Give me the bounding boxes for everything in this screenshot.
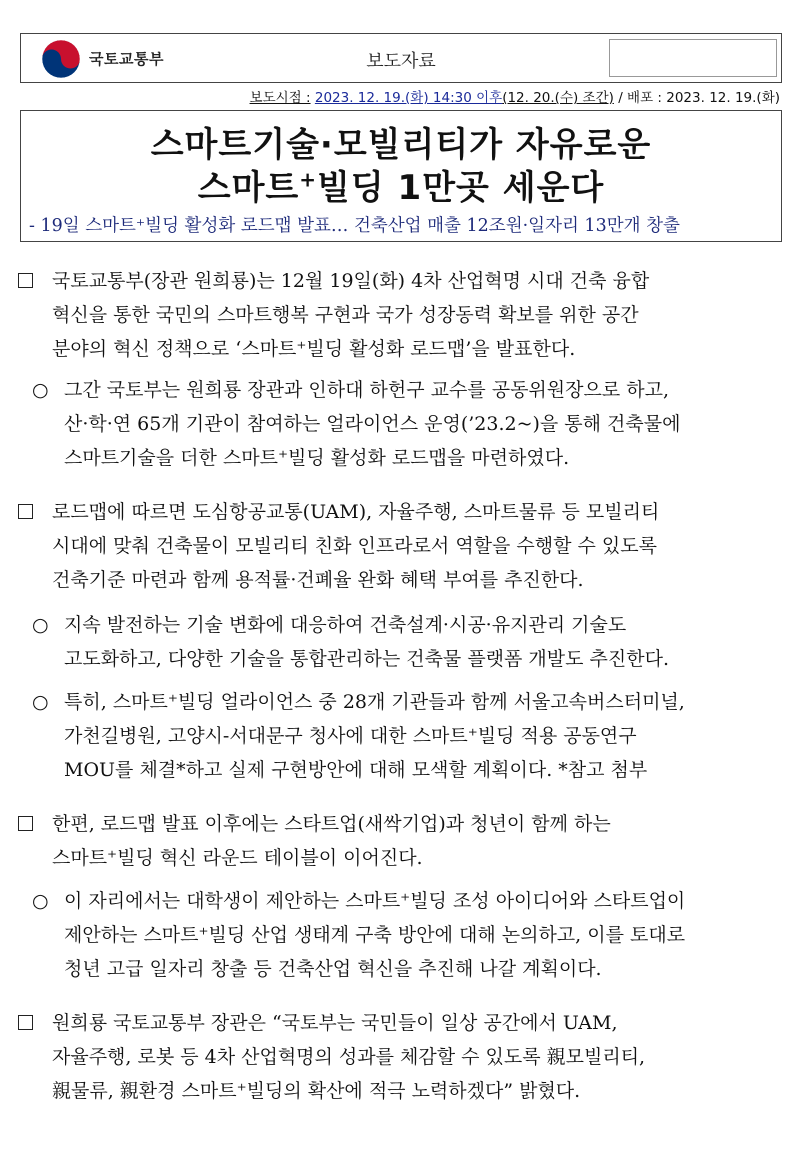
paragraph-line: 청년 고급 일자리 창출 등 건축산업 혁신을 추진해 나갈 계획이다. <box>64 958 602 980</box>
paragraph-line: 분야의 혁신 정책으로 ‘스마트⁺빌딩 활성화 로드맵’을 발표한다. <box>52 338 576 360</box>
doc-type-label: 보도자료 <box>366 51 436 72</box>
paragraph-line: 혁신을 통한 국민의 스마트행복 구현과 국가 성장동력 확보를 위한 공간 <box>52 304 639 326</box>
release-date: 2023. 12. 19.(화) 14:30 이후 <box>314 90 503 106</box>
paragraph-line: 국토교통부(장관 원희룡)는 12월 19일(화) 4차 산업혁명 시대 건축 융합 <box>52 270 650 292</box>
paragraph-line: 자율주행, 로봇 등 4차 산업혁명의 성과를 체감할 수 있도록 親모빌리티, <box>52 1046 646 1068</box>
title-box <box>20 110 782 242</box>
square-bullet-icon <box>18 273 33 288</box>
circle-bullet-icon: ○ <box>32 890 49 912</box>
release-info <box>250 86 780 106</box>
header-side-box <box>609 39 777 77</box>
paragraph-2 <box>18 495 786 597</box>
ministry-name: 국토교통부 <box>89 50 164 68</box>
paragraph-4 <box>18 1006 786 1108</box>
paragraph-1a <box>18 373 786 475</box>
paragraph-line: 한편, 로드맵 발표 이후에는 스타트업(새싹기업)과 청년이 함께 하는 <box>52 813 611 835</box>
paragraph-3 <box>18 807 786 875</box>
circle-bullet-icon: ○ <box>32 379 49 401</box>
paragraph-line: 시대에 맞춰 건축물이 모빌리티 친화 인프라로서 역할을 수행할 수 있도록 <box>52 535 657 557</box>
release-prefix: 보도시점 : <box>249 90 311 106</box>
paragraph-line: 스마트⁺빌딩 혁신 라운드 테이블이 이어진다. <box>52 847 423 869</box>
headline-line-2: 스마트+빌딩 1만곳 세운다 <box>197 167 605 208</box>
square-bullet-icon <box>18 816 33 831</box>
square-bullet-icon <box>18 504 33 519</box>
circle-bullet-icon: ○ <box>32 614 49 636</box>
square-bullet-icon <box>18 1015 33 1030</box>
paragraph-line: 로드맵에 따르면 도심항공교통(UAM), 자율주행, 스마트물류 등 모빌리티 <box>52 501 660 523</box>
paragraph-line: 지속 발전하는 기술 변화에 대응하여 건축설계·시공·유지관리 기술도 <box>64 614 627 636</box>
paragraph-2b <box>18 685 786 787</box>
paragraph-line: 산·학·연 65개 기관이 참여하는 얼라이언스 운영(’23.2~)을 통해 건축물에 <box>64 413 681 435</box>
paragraph-line: 고도화하고, 다양한 기술을 통합관리하는 건축물 플랫폼 개발도 추진한다. <box>64 648 669 670</box>
subtitle: - 19일 스마트⁺빌딩 활성화 로드맵 발표… 건축산업 매출 12조원·일자리 13만개 창출 <box>29 216 680 236</box>
paragraph-1 <box>18 264 786 366</box>
headline-line-1: 스마트기술·모빌리티가 자유로운 <box>150 125 652 165</box>
release-paper: (12. 20.(수) 조간) <box>502 90 614 106</box>
paragraph-3a <box>18 884 786 986</box>
paragraph-line: 그간 국토부는 원희룡 장관과 인하대 하헌구 교수를 공동위원장으로 하고, <box>64 379 669 401</box>
distribution-date: / 배포 : 2023. 12. 19.(화) <box>618 90 780 106</box>
paragraph-line: 원희룡 국토교통부 장관은 “국토부는 국민들이 일상 공간에서 UAM, <box>52 1012 618 1034</box>
paragraph-line: 제안하는 스마트⁺빌딩 산업 생태계 구축 방안에 대해 논의하고, 이를 토대로 <box>64 924 686 946</box>
paragraph-line: 親물류, 親환경 스마트⁺빌딩의 확산에 적극 노력하겠다” 밝혔다. <box>52 1080 581 1102</box>
paragraph-line: 특히, 스마트⁺빌딩 얼라이언스 중 28개 기관들과 함께 서울고속버스터미널, <box>64 691 685 713</box>
paragraph-line: 스마트기술을 더한 스마트⁺빌딩 활성화 로드맵을 마련하였다. <box>64 447 570 469</box>
paragraph-2a <box>18 608 786 676</box>
circle-bullet-icon: ○ <box>32 691 49 713</box>
paragraph-line: 가천길병원, 고양시-서대문구 청사에 대한 스마트⁺빌딩 적용 공동연구 <box>64 725 637 747</box>
header-box <box>20 33 782 83</box>
paragraph-line: 건축기준 마련과 함께 용적률·건폐율 완화 혜택 부여를 추진한다. <box>52 569 584 591</box>
paragraph-line: MOU를 체결*하고 실제 구현방안에 대해 모색할 계획이다. *참고 첨부 <box>64 759 648 781</box>
paragraph-line: 이 자리에서는 대학생이 제안하는 스마트⁺빌딩 조성 아이디어와 스타트업이 <box>64 890 686 912</box>
